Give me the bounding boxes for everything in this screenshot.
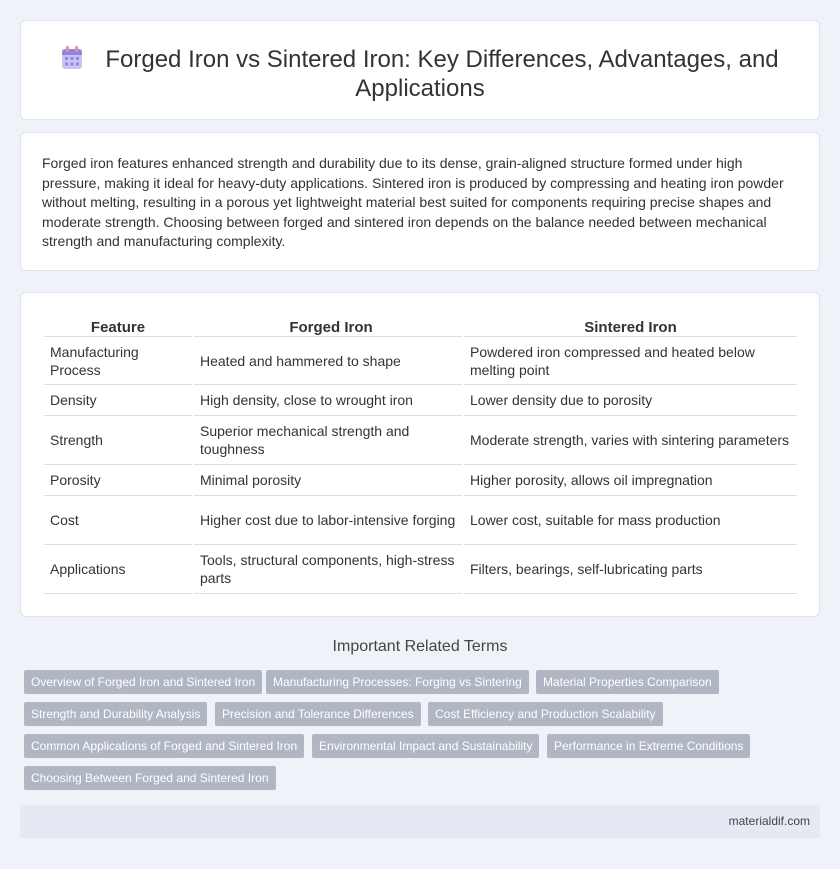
- related-term-chip[interactable]: Environmental Impact and Sustainability: [312, 734, 539, 758]
- footer: [20, 805, 820, 838]
- intro-card: [20, 132, 820, 271]
- title-card: [20, 20, 820, 120]
- forged-cell: Superior mechanical strength and toughness: [194, 416, 462, 465]
- forged-cell: Higher cost due to labor-intensive forging: [194, 496, 462, 545]
- intro-paragraph: Forged iron features enhanced strength and durability due to its dense, grain-aligned structure formed under high pressure, making it ideal for heavy-duty applications. Sintered iron is produced by compressing and heating iron powder without melting, resulting in a porous yet lightweight material best suited for components requiring precise shapes and moderate strength. Choosing between forged and sintered iron depends on the balance needed between mechanical strength and manufacturing complexity.: [42, 155, 784, 249]
- table-row: [44, 465, 797, 496]
- feature-cell: Density: [44, 385, 192, 416]
- feature-cell: Strength: [44, 416, 192, 465]
- table-row: [44, 496, 797, 545]
- sintered-cell: Higher porosity, allows oil impregnation: [464, 465, 797, 496]
- calendar-icon: [61, 46, 83, 70]
- forged-cell: Minimal porosity: [194, 465, 462, 496]
- related-term-chip[interactable]: Overview of Forged Iron and Sintered Iron: [24, 670, 262, 694]
- feature-cell: Cost: [44, 496, 192, 545]
- related-term-chip[interactable]: Precision and Tolerance Differences: [215, 702, 421, 726]
- forged-cell: Tools, structural components, high-stress parts: [194, 545, 462, 594]
- table-header-row: [44, 315, 797, 337]
- feature-cell: Porosity: [44, 465, 192, 496]
- page-title: Forged Iron vs Sintered Iron: Key Differences, Advantages, and Applications: [105, 46, 779, 102]
- table-row: [44, 385, 797, 416]
- table-row: [44, 337, 797, 385]
- forged-cell: Heated and hammered to shape: [194, 337, 462, 385]
- header-feature: Feature: [44, 315, 192, 337]
- sintered-cell: Powdered iron compressed and heated below melting point: [464, 337, 797, 385]
- table-row: [44, 416, 797, 465]
- page-title-container: [61, 45, 779, 103]
- related-term-chip[interactable]: Strength and Durability Analysis: [24, 702, 207, 726]
- comparison-table: [42, 315, 799, 594]
- related-term-chip[interactable]: Manufacturing Processes: Forging vs Sintering: [266, 670, 529, 694]
- footer-site-link[interactable]: materialdif.com: [728, 814, 810, 828]
- related-term-chip[interactable]: Choosing Between Forged and Sintered Iron: [24, 766, 276, 790]
- table-row: [44, 545, 797, 594]
- related-terms-heading: Important Related Terms: [332, 638, 508, 655]
- feature-cell: Manufacturing Process: [44, 337, 192, 385]
- comparison-table-card: [20, 292, 820, 617]
- sintered-cell: Lower density due to porosity: [464, 385, 797, 416]
- sintered-cell: Moderate strength, varies with sintering parameters: [464, 416, 797, 465]
- sintered-cell: Lower cost, suitable for mass production: [464, 496, 797, 545]
- related-term-chip[interactable]: Performance in Extreme Conditions: [547, 734, 750, 758]
- related-term-chip[interactable]: Material Properties Comparison: [536, 670, 719, 694]
- header-sintered-iron: Sintered Iron: [464, 315, 797, 337]
- header-forged-iron: Forged Iron: [194, 315, 462, 337]
- feature-cell: Applications: [44, 545, 192, 594]
- forged-cell: High density, close to wrought iron: [194, 385, 462, 416]
- related-term-chip[interactable]: Cost Efficiency and Production Scalability: [428, 702, 663, 726]
- sintered-cell: Filters, bearings, self-lubricating parts: [464, 545, 797, 594]
- related-term-chip[interactable]: Common Applications of Forged and Sintered Iron: [24, 734, 304, 758]
